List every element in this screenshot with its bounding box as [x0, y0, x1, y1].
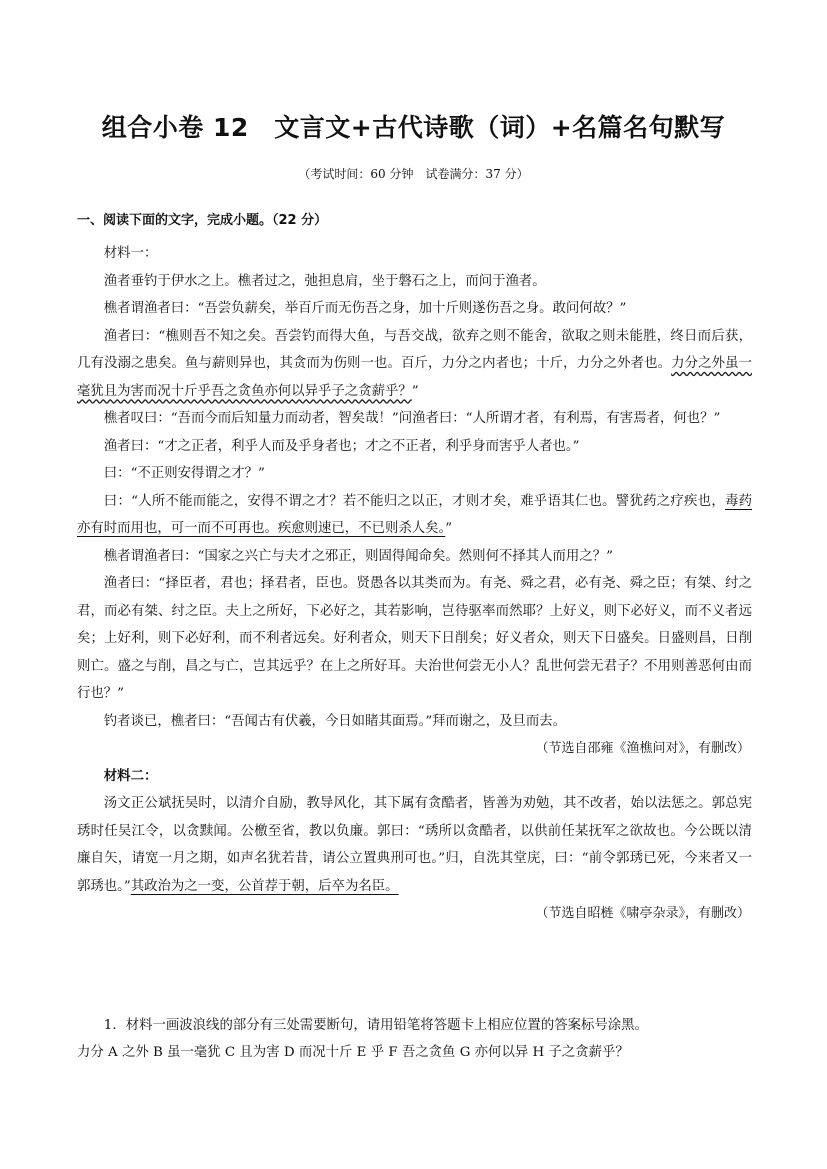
wavy-underlined-text: 力分之外虽一毫犹且为害而况十斤乎吾之贪鱼亦何以异乎子之贪薪乎？	[77, 356, 753, 399]
paragraph: 钓者谈已，樵者曰：“吾闻古有伏羲，今日如睹其面焉。”拜而谢之，及旦而去。	[103, 713, 567, 729]
underlined-sentence: 其政治为之一变，公首荐于朝，后卒为名臣。	[130, 878, 399, 894]
question-stem: 1．材料一画波浪线的部分有三处需要断句，请用铅笔将答题卡上相应位置的答案标号涂黑。	[103, 1018, 648, 1033]
paragraph: 渔者曰：“才之正者，利乎人而及乎身者也；才之不正者，利乎身而害乎人者也。”	[103, 438, 580, 454]
reading-passage	[77, 240, 752, 928]
paragraph	[77, 323, 752, 406]
section-heading: 一、阅读下面的文字，完成小题。（22 分）	[77, 213, 328, 228]
paragraph: 曰：“不正则安得谓之才？”	[103, 466, 265, 481]
page-title: 组合小卷 12 文言文+古代诗歌（词）+名篇名句默写	[101, 113, 726, 142]
question-options: 力分 A 之外 B 虽一毫犹 C 且为害 D 而况十斤 E 乎 F 吾之贪鱼 G 亦何以异 H 子之贪薪乎？	[77, 1045, 629, 1060]
exam-info: （考试时间：60 分钟 试卷满分：37 分）	[298, 167, 529, 181]
question-1	[77, 1012, 752, 1066]
source-citation: （节选自昭梿《啸亭杂录》，有删改）	[535, 906, 750, 921]
quote-close: ”	[445, 521, 453, 536]
paragraph-text: 汤文正公斌抚吴时，以清介自励，教导风化，其下属有贪酷者，皆善为劝勉，其不改者，始以法惩之。郭总宪琇时任吴江令，以贪黩闻。公檄至省，教以负廉。郭曰：“琇所以贪酷者，以供前任某抚军之欲故也。今公既以清廉自矢，请宽一月之期，如声名犹若昔，请公立置典刑可也。”归，自洗其堂庑，曰：“前令郭琇已死，今来者又一郭琇也。”	[77, 796, 752, 894]
paragraph	[77, 488, 752, 543]
paragraph-text: 曰：“人所不能而能之，安得不谓之才？若不能归之以正，才则才矣，难乎语其仁也。譬犹药之疗疾也，	[103, 493, 725, 509]
quote-close: ”	[411, 383, 419, 399]
paragraph	[77, 790, 752, 900]
paragraph: 渔者垂钓于伊水之上。樵者过之，弛担息肩，坐于磐石之上，而问于渔者。	[103, 273, 546, 289]
material-one-label: 材料一：	[103, 246, 158, 261]
material-two-label: 材料二：	[103, 768, 158, 784]
paragraph: 樵者谓渔者曰：“国家之兴亡与夫才之邪正，则固得闻命矣。然则何不择其人而用之？”	[103, 548, 613, 564]
paragraph: 樵者叹曰：“吾而今而后知量力而动者，智矣哉！”问渔者曰：“人所谓才者，有利焉，有害焉者，何也？”	[103, 411, 721, 426]
source-citation: （节选自邵雍《渔樵问对》，有删改）	[535, 741, 750, 756]
paragraph-text: 渔者曰：“樵则吾不知之矣。吾尝钓而得大鱼，与吾交战，欲弃之则不能舍，欲取之则未能胜，终日而后获，几有没溺之患矣。鱼与薪则异也，其贪而为伤则一也。百斤，力分之内者也；十斤，力分之外者也。	[77, 328, 752, 371]
underlined-sentence: 毒药亦有时而用也，可一而不可再也。疾愈则速已，不已则杀人矣。	[77, 493, 753, 536]
paragraph: 樵者谓渔者曰：“吾尝负薪矣，举百斤而无伤吾之身，加十斤则遂伤吾之身。敢问何故？”	[103, 301, 627, 316]
paragraph: 渔者曰：“择臣者，君也；择君者，臣也。贤愚各以其类而为。有尧、舜之君，必有尧、舜之臣；有桀、纣之君，而必有桀、纣之臣。夫上之所好，下必好之，其若影响，岂待驱率而然耶？上好义，则下必好义，而不义者远矣；上好利，则下必好利，而不利者远矣。好利者众，则天下日削矣；好义者众，则天下日盛矣。日盛则昌，日削则亡。盛之与削，昌之与亡，岂其远乎？在上之所好耳。夫治世何尝无小人？乱世何尝无君子？不用则善恶何由而行也？”	[77, 576, 752, 701]
